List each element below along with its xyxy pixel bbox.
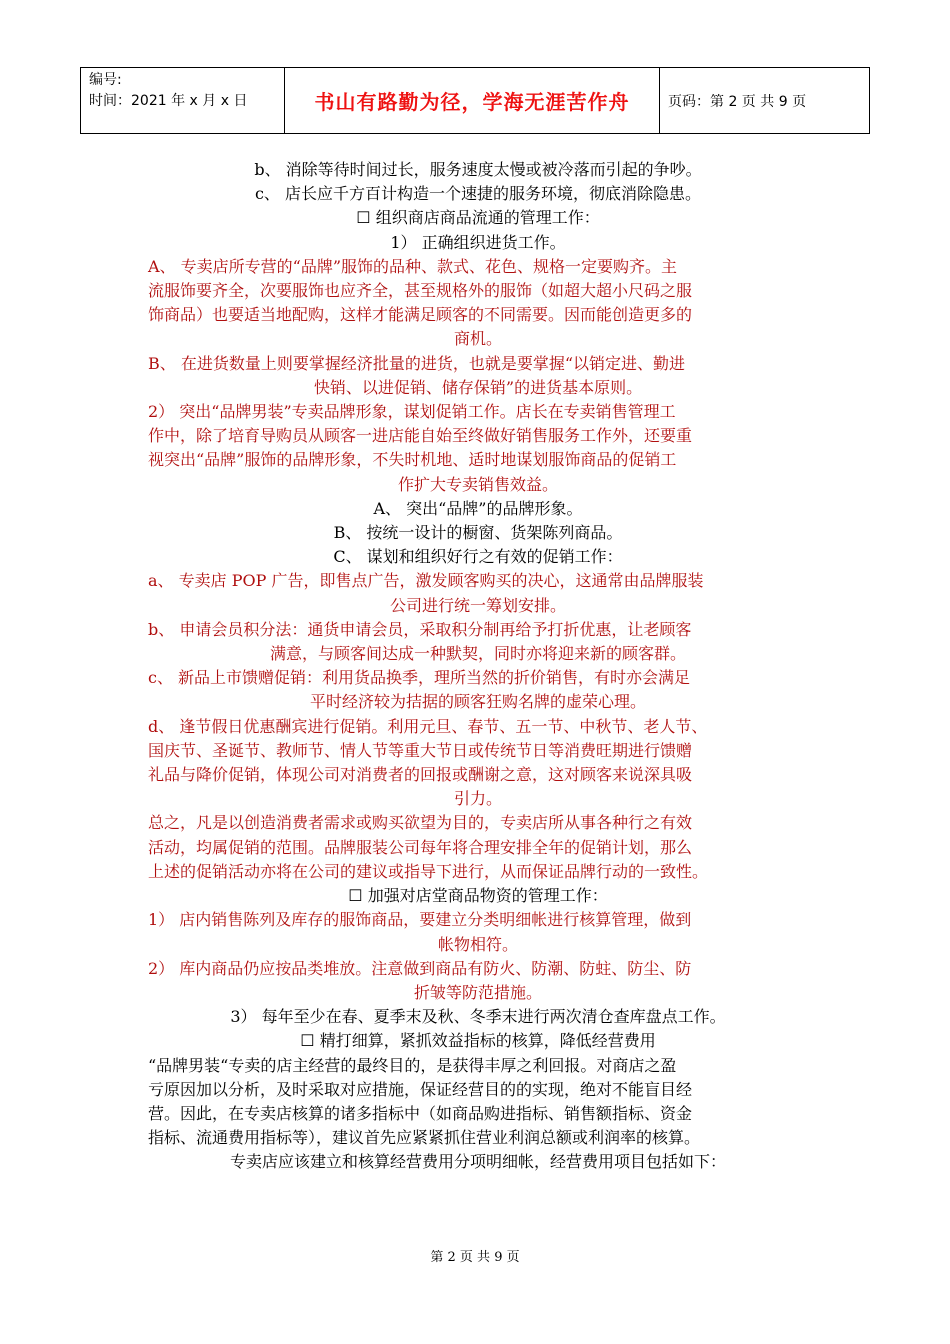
page-footer: 第 2 页 共 9 页 bbox=[430, 1250, 520, 1265]
text-line: 专卖店应该建立和核算经营费用分项明细帐，经营费用项目包括如下： bbox=[229, 1152, 726, 1172]
header-motto: 书山有路勤为径，学海无涯苦作舟 bbox=[285, 68, 660, 133]
text-line: 2） 库内商品仍应按品类堆放。注意做到商品有防火、防潮、防蛀、防尘、防 bbox=[148, 958, 692, 978]
text-line: 公司进行统一筹划安排。 bbox=[389, 595, 566, 615]
text-line: 国庆节、圣诞节、教师节、情人节等重大节日或传统节日等消费旺期进行馈赠 bbox=[148, 740, 693, 760]
text-line: 亏原因加以分析，及时采取对应措施，保证经营目的的实现，绝对不能盲目经 bbox=[148, 1079, 693, 1099]
text-line: C、 谋划和组织好行之有效的促销工作： bbox=[333, 547, 623, 567]
text-line: 满意，与顾客间达成一种默契，同时亦将迎来新的顾客群。 bbox=[269, 644, 686, 664]
text-line: c、 店长应千方百计构造一个速捷的服务环境，彻底消除隐患。 bbox=[254, 184, 702, 204]
text-line: 饰商品）也要适当地配购，这样才能满足顾客的不同需要。因而能创造更多的 bbox=[148, 305, 693, 325]
text-line: A、 突出“品牌”的品牌形象。 bbox=[373, 498, 583, 518]
text-line: 商机。 bbox=[453, 329, 502, 349]
text-line: 折皱等防范措施。 bbox=[413, 982, 542, 1002]
text-line: A、 专卖店所专营的“品牌”服饰的品种、款式、花色、规格一定要购齐。主 bbox=[148, 256, 678, 276]
text-line: ☐ 加强对店堂商品物资的管理工作： bbox=[348, 886, 608, 906]
text-line: 平时经济较为拮据的顾客狂购名牌的虚荣心理。 bbox=[309, 692, 646, 712]
text-line: 作中，除了培育导购员从顾客一进店能自始至终做好销售服务工作外，还要重 bbox=[148, 426, 693, 446]
text-line: b、 消除等待时间过长，服务速度太慢或被冷落而引起的争吵。 bbox=[254, 160, 702, 179]
text-line: 总之，凡是以创造消费者需求或购买欲望为目的，专卖店所从事各种行之有效 bbox=[148, 813, 693, 833]
text-line: 礼品与降价促销，体现公司对消费者的回报或酬谢之意，这对顾客来说深具吸 bbox=[148, 765, 693, 785]
document-header bbox=[80, 67, 870, 134]
header-meta bbox=[81, 68, 285, 133]
time-label: 时间：2021 年 x 月 x 日 bbox=[89, 93, 248, 109]
text-line: ☐ 组织商店商品流通的管理工作： bbox=[356, 208, 600, 228]
text-line: c、 新品上市馈赠促销：利用货品换季，理所当然的折价销售，有时亦会满足 bbox=[148, 668, 691, 688]
text-line: 1） 店内销售陈列及库存的服饰商品，要建立分类明细帐进行核算管理，做到 bbox=[148, 910, 692, 930]
text-line: 帐物相符。 bbox=[437, 934, 518, 954]
text-line: ☐ 精打细算，紧抓效益指标的核算，降低经营费用 bbox=[300, 1031, 656, 1051]
text-line: “品牌男装“专卖的店主经营的最终目的，是获得丰厚之利回报。对商店之盈 bbox=[148, 1055, 677, 1075]
text-line: 流服饰要齐全，次要服饰也应齐全，甚至规格外的服饰（如超大超小尺码之服 bbox=[148, 281, 693, 301]
text-line: B、 按统一设计的橱窗、货架陈列商品。 bbox=[333, 523, 623, 543]
text-line: d、 逢节假日优惠酬宾进行促销。利用元旦、春节、五一节、中秋节、老人节、 bbox=[148, 716, 708, 736]
text-line: 快销、以进促销、储存保销”的进货基本原则。 bbox=[313, 377, 643, 397]
text-line: 引力。 bbox=[453, 789, 502, 809]
text-line: 3） 每年至少在春、夏季末及秋、冬季末进行两次清仓查库盘点工作。 bbox=[230, 1007, 726, 1027]
text-line: 指标、流通费用指标等），建议首先应紧紧抓住营业利润总额或利润率的核算。 bbox=[148, 1128, 701, 1148]
text-line: 上述的促销活动亦将在公司的建议或指导下进行，从而保证品牌行动的一致性。 bbox=[148, 861, 709, 881]
text-line: a、 专卖店 POP 广告，即售点广告，激发顾客购买的决心，这通常由品牌服装 bbox=[148, 571, 704, 591]
text-line: 作扩大专卖销售效益。 bbox=[397, 474, 558, 494]
text-line: B、 在进货数量上则要掌握经济批量的进货，也就是要掌握“以销定进、勤进 bbox=[148, 353, 686, 373]
number-label: 编号: bbox=[89, 72, 122, 88]
text-line: 1） 正确组织进货工作。 bbox=[390, 232, 566, 252]
text-line: 视突出“品牌”服饰的品牌形象，不失时机地、适时地谋划服饰商品的促销工 bbox=[148, 450, 677, 470]
text-line: 活动，均属促销的范围。品牌服装公司每年将合理安排全年的促销计划，那么 bbox=[148, 837, 693, 857]
document-body bbox=[148, 158, 808, 1175]
text-line: 营。因此，在专卖店核算的诸多指标中（如商品购进指标、销售额指标、资金 bbox=[148, 1103, 693, 1123]
text-line: b、 申请会员积分法：通货申请会员，采取积分制再给予打折优惠，让老顾客 bbox=[148, 619, 692, 639]
header-page-info: 页码：第 2 页 共 9 页 bbox=[668, 93, 807, 110]
text-line: 2） 突出“品牌男装”专卖品牌形象，谋划促销工作。店长在专卖销售管理工 bbox=[148, 402, 676, 422]
